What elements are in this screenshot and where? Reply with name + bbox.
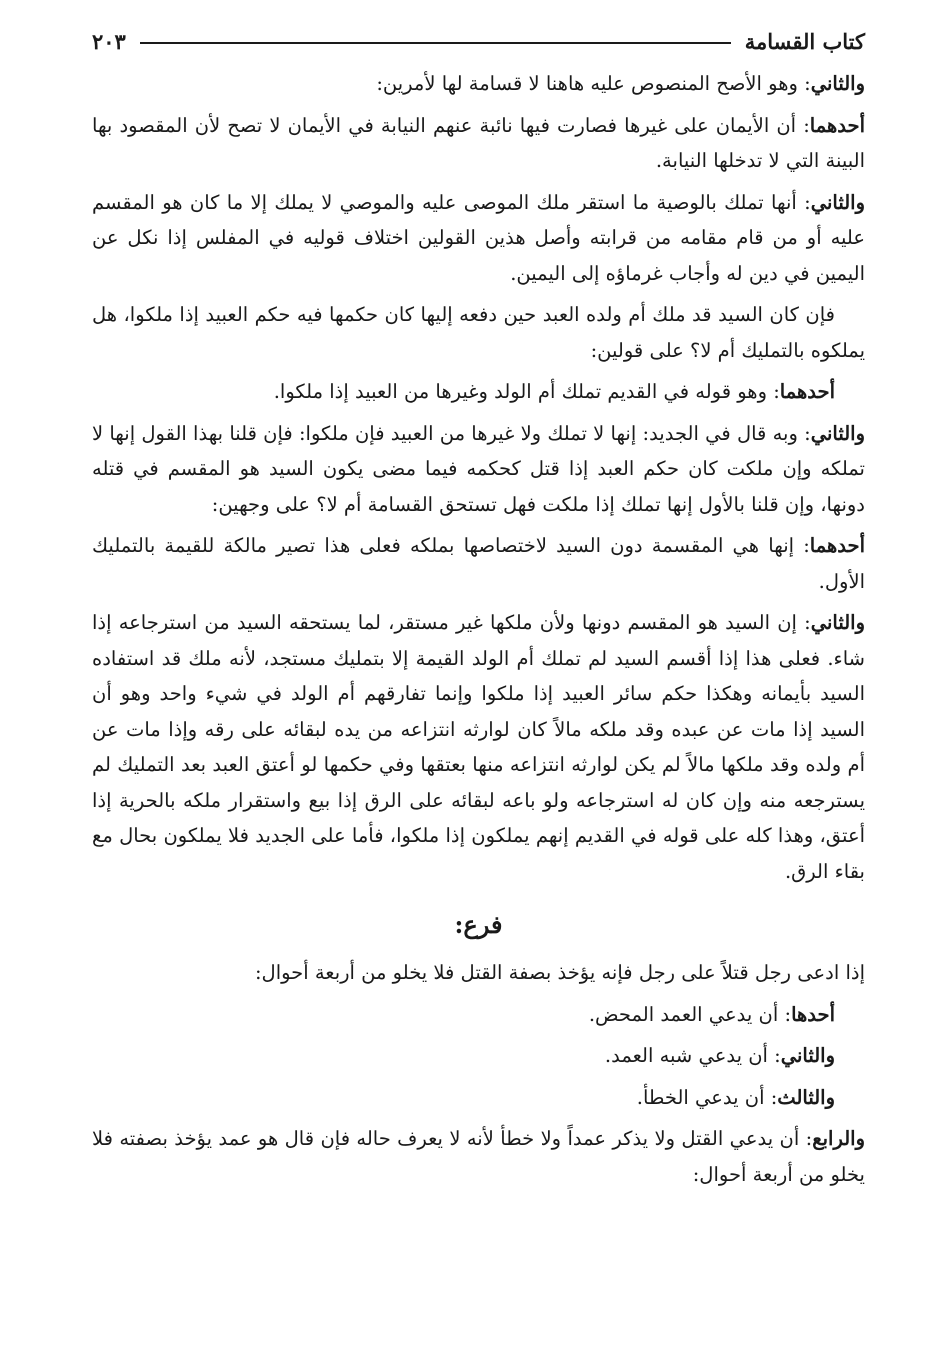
paragraph-lead: والثاني — [810, 190, 865, 214]
page-header — [92, 22, 865, 60]
paragraph-text: : أنها تملك بالوصية ما استقر ملك الموصى عليه والموصي لا يملك إلا ما كان هو المقسم عليه أو من قام مقامه من قرابته وأصل هذين القولين اختلاف قوليه في المفلس إذا نكل عن اليمين في دين له وأجاب غرماؤه إلى اليمين. — [92, 190, 865, 285]
paragraph-lead: أحدهما — [809, 113, 865, 137]
item-text: : أن يدعي الخطأ. — [636, 1085, 778, 1109]
paragraph-text: : إن السيد هو المقسم دونها ولأن ملكها غير مستقر، لما يستحقه السيد من استرجاعه إذا شاء. فعلى هذا إذا أقسم السيد لم تملك أم الولد القيمة إلا بتمليك مستجد، لأنه ملك قد استفاده السيد بأيمانه وهكذا حكم سائر العبيد إذا ملكوا وإنما تفارقهم أم الولد في شيء واحد وهو أن السيد إذا مات عن عبده وقد ملكه مالاً كان لوارثه انتزاعه من يده لبقائه على رقه وإذا مات عن أم ولده وقد ملكها مالاً لم يكن لوارثه انتزاعه منها بعتقها وفي حكمها لو أعتق العبد بعد التمليك لم يسترجعه منه وإن كان له استرجاعه ولو باعه لبقائه على الرق إذا بيع واستقرار ملكه بالحرية إذا أعتق، وهذا كله على قوله في القديم إنهم يملكون إذا ملكوا، فأما على الجديد فلا يملكون بحال مع بقاء الرق. — [92, 611, 865, 883]
section-heading: فرع: — [454, 910, 503, 939]
paragraph — [92, 605, 865, 889]
item-text: : أن يدعي القتل ولا يذكر عمداً ولا خطأ لأنه لا يعرف حاله فإن قال هو عمد يؤخذ بصفته فلا يخلو من أربعة أحوال: — [92, 1127, 865, 1186]
paragraph-text: : وبه قال في الجديد: إنها لا تملك ولا غيرها من العبيد فإن ملكوا: فإن قلنا بهذا القول إنها لا تملكه وإن ملكت كان حكم العبد إذا قتل كحكمه فيما مضى يكون السيد هو المقسم في قتله دونها، وإن قلنا بالأول إنها تملك إذا ملكت فهل تستحق القسامة أم لا؟ على وجهين: — [92, 421, 865, 516]
paragraph-lead: أحدهما — [779, 380, 835, 403]
paragraph-text: : وهو الأصح المنصوص عليه هاهنا لا قسامة لها لأمرين: — [376, 72, 811, 95]
list-item — [92, 1038, 865, 1074]
list-item — [92, 1080, 865, 1116]
item-lead: والثاني — [780, 1044, 835, 1067]
page-number: ٢٠٣ — [92, 28, 126, 54]
paragraph-lead: والثاني — [810, 72, 865, 95]
list-item — [92, 997, 865, 1033]
paragraph-lead: والثاني — [810, 421, 865, 445]
section-intro — [92, 955, 865, 991]
paragraph — [92, 108, 865, 179]
paragraph-text: : وهو قوله في القديم تملك أم الولد وغيرها من العبيد إذا ملكوا. — [273, 380, 780, 403]
paragraph-lead: أحدهما — [809, 534, 865, 557]
paragraph — [92, 185, 865, 292]
paragraph — [92, 374, 865, 410]
item-lead: والرابع — [812, 1127, 865, 1150]
paragraph-lead: والثاني — [810, 611, 865, 634]
item-lead: أحدها — [791, 1002, 835, 1026]
paragraph-text: : أن الأيمان على غيرها فصارت فيها نائبة عنهم النيابة في الأيمان لا تصح لأن المقصود بها البينة التي لا تدخلها النيابة. — [92, 113, 865, 172]
item-text: : أن يدعي العمد المحض. — [588, 1002, 792, 1026]
running-title: كتاب القسامة — [744, 28, 865, 54]
paragraph — [92, 66, 865, 102]
header-rule — [140, 42, 731, 44]
page-body — [92, 66, 865, 1192]
list-item — [92, 1121, 865, 1192]
item-lead: والثالث — [777, 1085, 835, 1109]
item-text: : أن يدعي شبه العمد. — [604, 1044, 781, 1067]
paragraph — [92, 297, 865, 368]
paragraph-text: : إنها هي المقسمة دون السيد لاختصاصها بملكه فعلى هذا تصير مالكة للقيمة بالتمليك الأول. — [92, 534, 865, 593]
paragraph-text: إذا ادعى رجل قتلاً على رجل فإنه يؤخذ بصفة القتل فلا يخلو من أربعة أحوال: — [254, 961, 865, 984]
paragraph — [92, 528, 865, 599]
paragraph-text: فإن كان السيد قد ملك أم ولده العبد حين دفعه إليها كان حكمها فيه حكم العبيد إذا ملكوا، هل يملكوه بالتمليك أم لا؟ على قولين: — [92, 303, 865, 362]
paragraph — [92, 416, 865, 523]
